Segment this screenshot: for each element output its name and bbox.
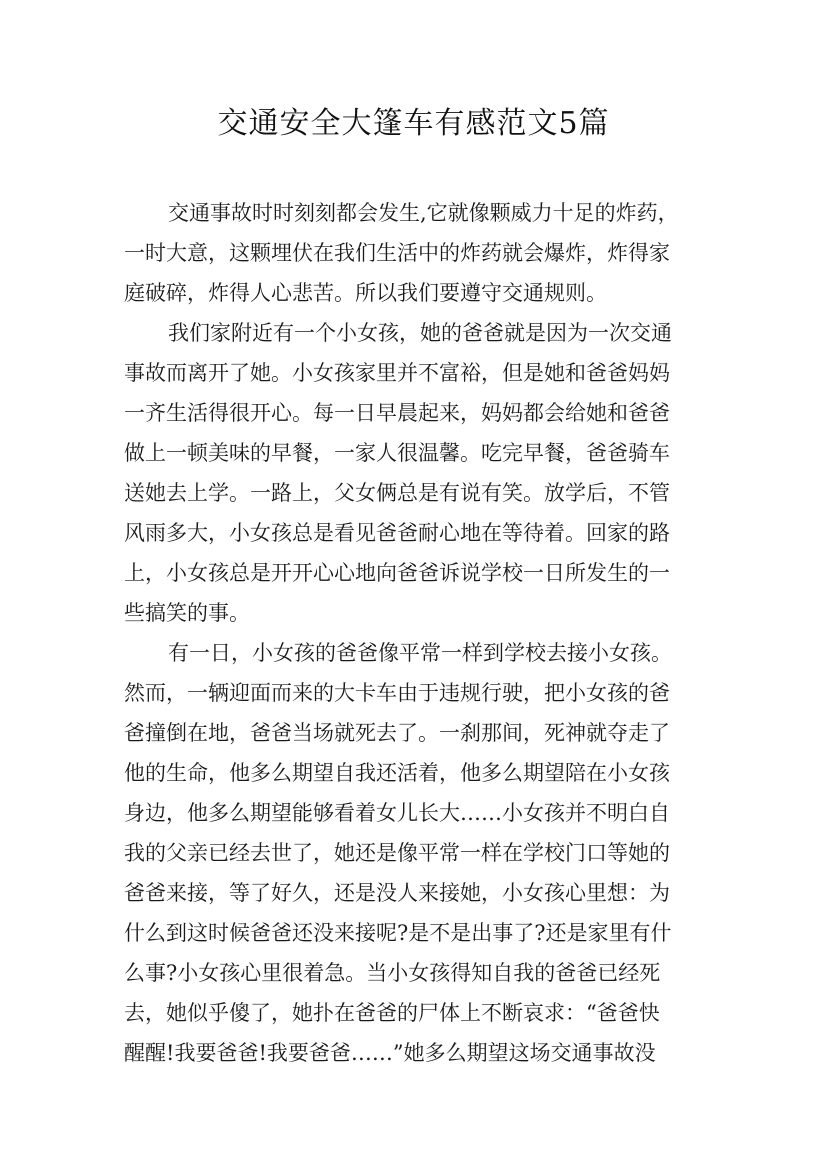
paragraph-line: 然而，一辆迎面而来的大卡车由于违规行驶，把小女孩的爸: [124, 681, 670, 705]
paragraph-line: 我的父亲已经去世了，她还是像平常一样在学校门口等她的: [124, 841, 670, 865]
paragraph-line: 送她去上学。一路上，父女俩总是有说有笑。放学后，不管: [124, 481, 670, 505]
paragraph-line: 上，小女孩总是开开心心地向爸爸诉说学校一日所发生的一: [124, 561, 670, 585]
paragraph-line: 什么到这时候爸爸还没来接呢?是不是出事了?还是家里有什: [124, 921, 672, 945]
paragraph-line: 身边，他多么期望能够看着女儿长大……小女孩并不明白自: [124, 801, 670, 825]
paragraph-line: 我们家附近有一个小女孩，她的爸爸就是因为一次交通: [168, 321, 672, 345]
paragraph-line: 醒醒!我要爸爸!我要爸爸……”她多么期望这场交通事故没: [124, 1041, 656, 1065]
paragraph-line: 有一日，小女孩的爸爸像平常一样到学校去接小女孩。: [168, 641, 672, 665]
document-body: [124, 193, 704, 1073]
paragraph-line: 爸爸来接，等了好久，还是没人来接她，小女孩心里想：为: [124, 881, 670, 905]
paragraph-line: 爸撞倒在地，爸爸当场就死去了。一刹那间，死神就夺走了: [124, 721, 670, 745]
paragraph-line: 些搞笑的事。: [124, 601, 250, 625]
paragraph-line: 他的生命，他多么期望自我还活着，他多么期望陪在小女孩: [124, 761, 670, 785]
paragraph-line: 去，她似乎傻了，她扑在爸爸的尸体上不断哀求：“爸爸快: [124, 1001, 660, 1025]
document-title: 交通安全大篷车有感范文5篇: [217, 106, 610, 141]
paragraph-line: 一时大意，这颗埋伏在我们生活中的炸药就会爆炸，炸得家: [124, 241, 670, 265]
paragraph-line: 风雨多大，小女孩总是看见爸爸耐心地在等待着。回家的路: [124, 521, 670, 545]
paragraph-line: 么事?小女孩心里很着急。当小女孩得知自我的爸爸已经死: [124, 961, 661, 985]
paragraph-line: 交通事故时时刻刻都会发生,它就像颗威力十足的炸药，: [168, 201, 679, 225]
paragraph-line: 一齐生活得很开心。每一日早晨起来，妈妈都会给她和爸爸: [124, 401, 670, 425]
paragraph-line: 做上一顿美味的早餐，一家人很温馨。吃完早餐，爸爸骑车: [124, 441, 670, 465]
paragraph-line: 庭破碎，炸得人心悲苦。所以我们要遵守交通规则。: [124, 281, 607, 305]
paragraph-line: 事故而离开了她。小女孩家里并不富裕，但是她和爸爸妈妈: [124, 361, 670, 385]
